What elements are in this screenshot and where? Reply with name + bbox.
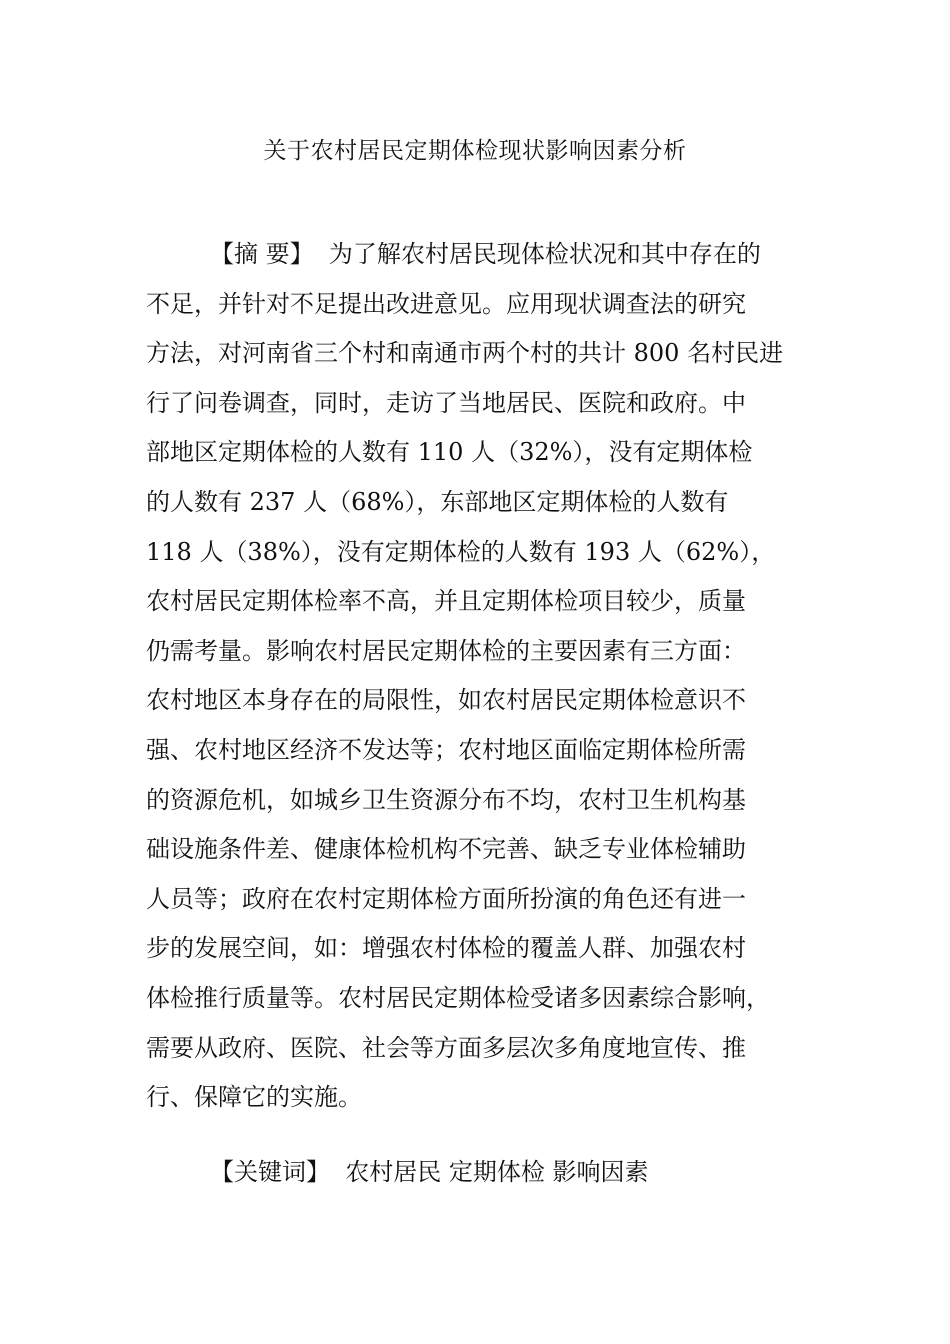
abstract-label: 【摘 要】 — [210, 240, 314, 268]
abstract-line: 118 人（38%），没有定期体检的人数有 193 人（62%）， — [146, 537, 776, 566]
abstract-line: 行、保障它的实施。 — [146, 1083, 362, 1112]
keyword-item: 定期体检 — [448, 1158, 545, 1186]
abstract-section — [146, 230, 808, 1123]
abstract-line: 不足，并针对不足提出改进意见。应用现状调查法的研究 — [146, 289, 746, 318]
abstract-line-1 — [146, 230, 808, 280]
abstract-line: 行了问卷调查，同时，走访了当地居民、医院和政府。中 — [146, 388, 746, 417]
abstract-line: 础设施条件差、健康体检机构不完善、缺乏专业体检辅助 — [146, 835, 746, 864]
abstract-line: 体检推行质量等。农村居民定期体检受诸多因素综合影响， — [146, 983, 770, 1012]
abstract-line: 方法，对河南省三个村和南通市两个村的共计 800 名村民进 — [146, 339, 784, 368]
document-title: 关于农村居民定期体检现状影响因素分析 — [263, 138, 687, 164]
abstract-line: 农村居民定期体检率不高，并且定期体检项目较少，质量 — [146, 587, 746, 616]
abstract-line: 的资源危机，如城乡卫生资源分布不均，农村卫生机构基 — [146, 785, 746, 814]
keywords-label: 【关键词】 — [210, 1158, 330, 1186]
keyword-item: 影响因素 — [552, 1158, 649, 1186]
abstract-line: 需要从政府、医院、社会等方面多层次多角度地宣传、推 — [146, 1033, 746, 1062]
abstract-line: 步的发展空间，如：增强农村体检的覆盖人群、加强农村 — [146, 934, 746, 963]
abstract-line: 人员等；政府在农村定期体检方面所扮演的角色还有进一 — [146, 884, 746, 913]
abstract-line: 部地区定期体检的人数有 110 人（32%），没有定期体检 — [146, 438, 753, 467]
abstract-line: 仍需考量。影响农村居民定期体检的主要因素有三方面： — [146, 636, 746, 665]
abstract-text: 为了解农村居民现体检状况和其中存在的 — [328, 240, 761, 268]
abstract-line: 农村地区本身存在的局限性，如农村居民定期体检意识不 — [146, 686, 746, 715]
keyword-item: 农村居民 — [345, 1158, 442, 1186]
abstract-line: 强、农村地区经济不发达等；农村地区面临定期体检所需 — [146, 735, 746, 764]
keywords-section — [210, 1150, 649, 1194]
abstract-line: 的人数有 237 人（68%），东部地区定期体检的人数有 — [146, 487, 729, 516]
